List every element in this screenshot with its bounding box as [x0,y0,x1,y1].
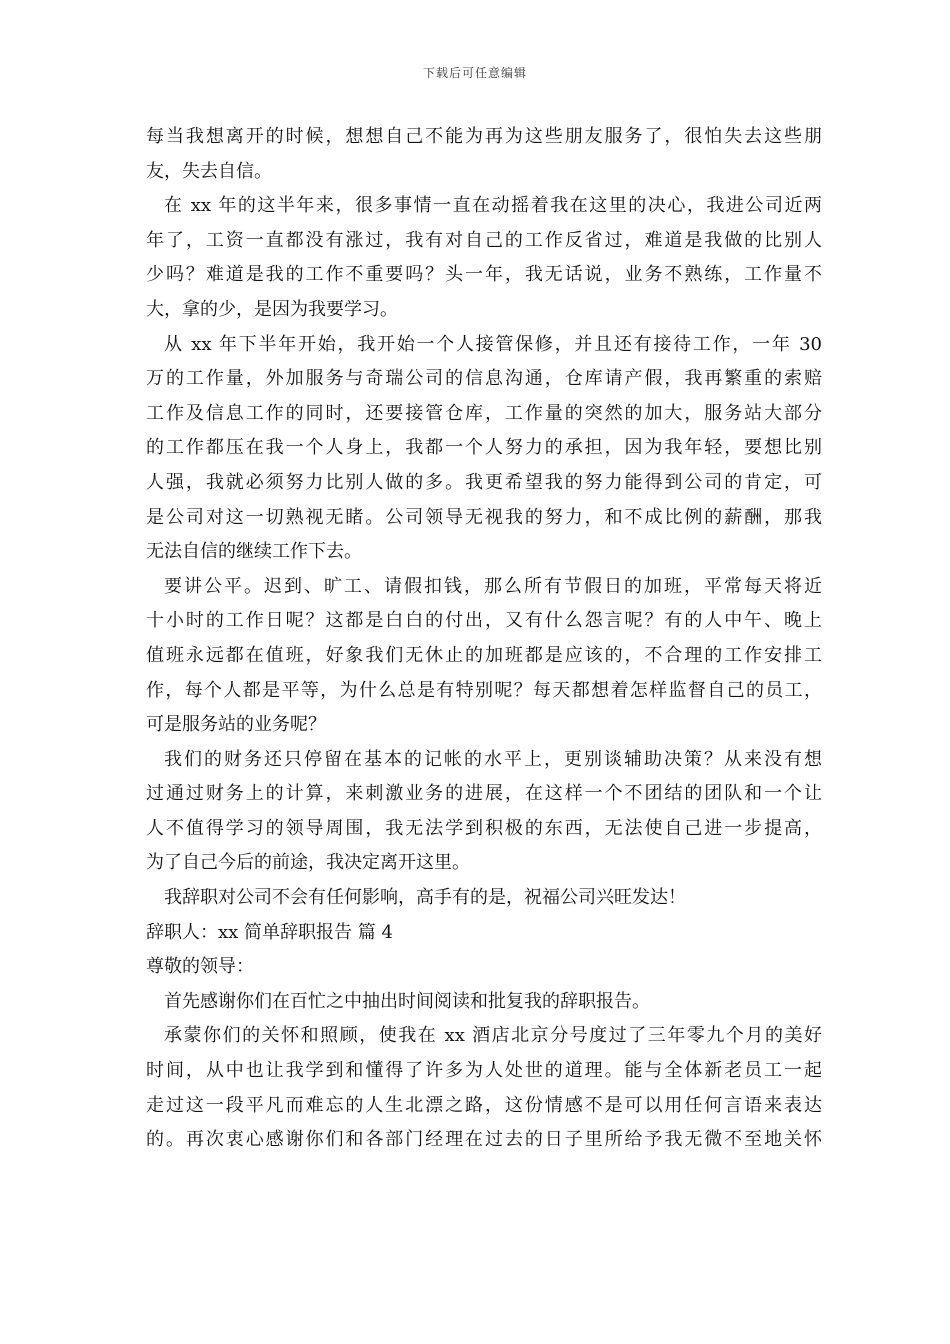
text-line: 作，每个人都是平等，为什么总是有特别呢？每天都想着怎样监督自己的员工， [146,679,822,701]
text-line: 承蒙你们的关怀和照顾，使我在 xx 酒店北京分号度过了三年零九个月的美好 [164,1025,822,1047]
page-header: 下载后可任意编辑 [422,66,527,80]
text-line: 大，拿的少，是因为我要学习。 [146,298,398,320]
text-line: 尊敬的领导： [146,956,254,978]
text-line: 年了，工资一直都没有涨过，我有对自己的工作反省过，难道是我做的比别人 [146,229,822,251]
text-line: 我们的财务还只停留在基本的记帐的水平上，更别谈辅助决策？从来没有想 [164,748,822,770]
text-line: 从 xx 年下半年开始，我开始一个人接管保修，并且还有接待工作，一年 30 [164,333,822,355]
text-line: 工作及信息工作的同时，还要接管仓库，工作量的突然的加大，服务站大部分 [146,402,822,424]
text-line: 为了自己今后的前途，我决定离开这里。 [146,852,470,874]
document-body [146,120,822,1158]
text-line: 时间，从中也让我学到和懂得了许多为人处世的道理。能与全体新老员工一起 [146,1060,822,1082]
text-line: 友，失去自信。 [146,160,272,182]
text-line: 在 xx 年的这半年来，很多事情一直在动摇着我在这里的决心，我进公司近两 [164,195,822,217]
text-line: 过通过财务上的计算，来刺激业务的进展，在这样一个不团结的团队和一个让 [146,783,822,805]
text-line: 无法自信的继续工作下去。 [146,541,362,563]
text-line: 万的工作量，外加服务与奇瑞公司的信息沟通，仓库请产假，我再繁重的索赔 [146,368,822,390]
text-line: 少吗？难道是我的工作不重要吗？头一年，我无话说，业务不熟练，工作量不 [146,264,822,286]
text-line: 人不值得学习的领导周围，我无法学到积极的东西，无法使自己进一步提高， [146,817,822,839]
text-line: 的。再次衷心感谢你们和各部门经理在过去的日子里所给予我无微不至地关怀 [146,1129,822,1151]
text-line: 走过这一段平凡而难忘的人生北漂之路，这份情感不是可以用任何言语来表达 [146,1094,822,1116]
text-line: 是公司对这一切熟视无睹。公司领导无视我的努力，和不成比例的薪酬，那我 [146,506,822,528]
text-line: 的工作都压在我一个人身上，我都一个人努力的承担，因为我年轻，要想比别 [146,437,822,459]
text-line: 十小时的工作日呢？这都是白白的付出，又有什么怨言呢？有的人中午、晚上 [146,610,822,632]
text-line: 要讲公平。迟到、旷工、请假扣钱，那么所有节假日的加班，平常每天将近 [164,575,822,597]
text-line: 可是服务站的业务呢？ [146,714,326,736]
text-line: 人强，我就必须努力比别人做的多。我更希望我的努力能得到公司的肯定，可 [146,471,822,493]
text-line: 每当我想离开的时候，想想自己不能为再为这些朋友服务了，很怕失去这些朋 [146,126,822,147]
text-line: 值班永远都在值班，好象我们无休止的加班都是应该的，不合理的工作安排工 [146,644,822,666]
text-line: 辞职人：xx 简单辞职报告 篇 4 [146,921,393,943]
text-line: 我辞职对公司不会有任何影响，高手有的是，祝福公司兴旺发达！ [164,887,686,909]
text-line: 首先感谢你们在百忙之中抽出时间阅读和批复我的辞职报告。 [164,990,650,1012]
